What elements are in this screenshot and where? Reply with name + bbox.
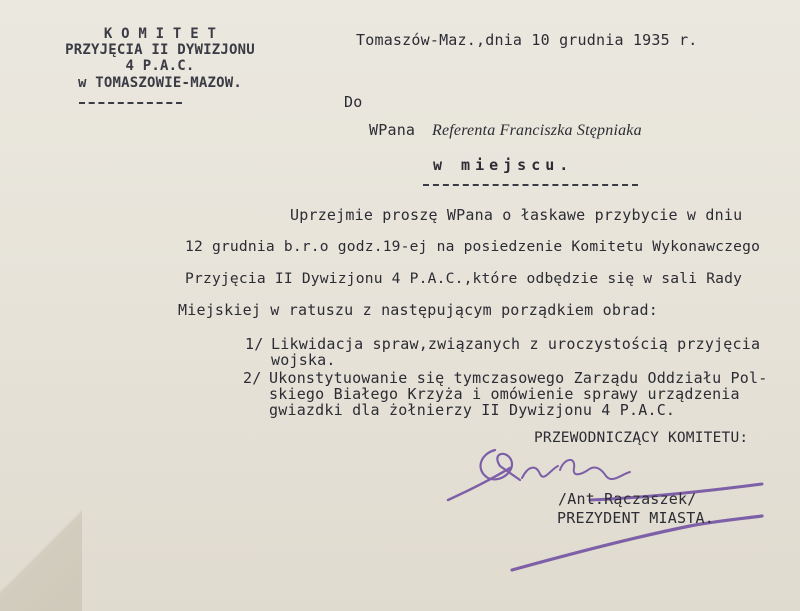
letterhead-line-4: w TOMASZOWIE-MAZOW. [78, 75, 242, 91]
recipient-salutation: WPana [369, 121, 416, 139]
body-line-4: Miejskiej w ratuszu z następującym porządkiem obrad: [178, 301, 658, 319]
body-line-3: Przyjęcia II Dywizjonu 4 P.A.C.,które odbędzie się w sali Rady [185, 270, 743, 287]
signatory-name: /Ant.Rączaszek/ [558, 490, 697, 508]
letterhead-line-3: 4 P.A.C. [125, 58, 195, 74]
location-underline [423, 184, 638, 186]
letterhead-line-2: PRZYJĘCIA II DYWIZJONU [65, 42, 255, 58]
date-line: Tomaszów-Maz.,dnia 10 grudnia 1935 r. [356, 31, 698, 49]
letterhead-underline [79, 102, 182, 104]
recipient-location: w miejscu. [433, 156, 574, 174]
signatory-position: PREZYDENT MIASTA. [557, 509, 714, 527]
agenda-item-2-number: 2/ [243, 369, 262, 387]
signature-title: PRZEWODNICZĄCY KOMITETU: [534, 430, 749, 446]
agenda-item-1-line-2: wojska. [271, 351, 336, 369]
recipient-name: Referenta Franciszka Stępniaka [432, 122, 642, 139]
agenda-item-1-line-1: Likwidacja spraw,związanych z uroczystością przyjęcia [271, 335, 761, 353]
agenda-item-2-line-2: skiego Białego Krzyża i omówienie sprawy urządzenia [269, 385, 740, 403]
letterhead-line-1: K O M I T E T [103, 26, 217, 42]
folded-corner [0, 496, 82, 611]
body-line-1: Uprzejmie proszę WPana o łaskawe przybycie w dniu [290, 206, 743, 224]
agenda-item-2-line-3: gwiazdki dla żołnierzy II Dywizjonu 4 P.A.C. [269, 401, 676, 419]
agenda-item-1-number: 1/ [245, 335, 264, 353]
to-label: Do [344, 93, 363, 111]
agenda-item-2-line-1: Ukonstytuowanie się tymczasowego Zarządu Oddziału Pol- [269, 369, 768, 387]
body-line-2: 12 grudnia b.r.o godz.19-ej na posiedzenie Komitetu Wykonawczego [185, 238, 761, 255]
